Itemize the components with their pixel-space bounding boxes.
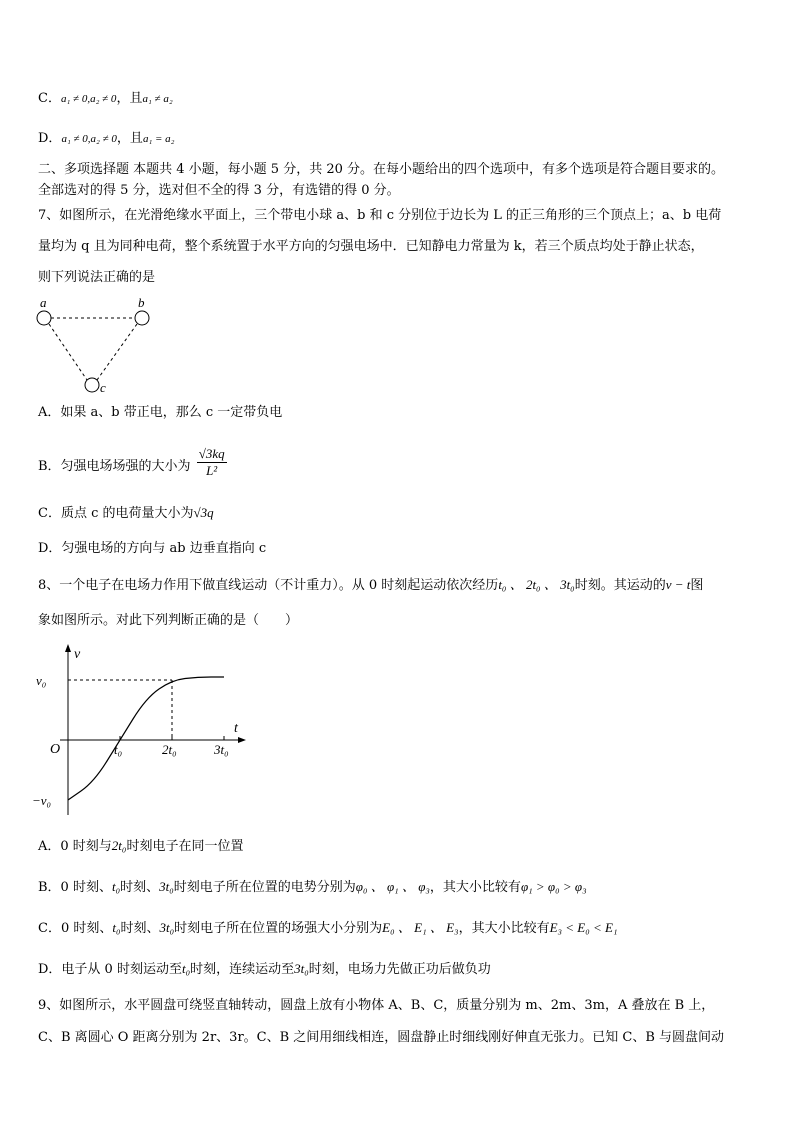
charge-b [135, 311, 149, 325]
q8-option-b: B．0 时刻、t₀时刻、3t₀时刻电子所在位置的电势分别为φ₀ 、 φ₁ 、 φ₃，其大小比较有φ₁ > φ₀ > φ₃ [38, 879, 587, 895]
q8-line1: 8、一个电子在电场力作用下做直线运动（不计重力）。从 0 时刻起运动依次经历t₀ 、 2t₀ 、 3t₀时刻。其运动的v − t图 [38, 577, 704, 593]
q8-line2: 象如图所示。对此下列判断正确的是（ ） [38, 613, 299, 628]
q7-option-b: B．匀强电场场强的大小为 $\frac{√3kq}{\text{L²}}$ [38, 446, 225, 478]
q7-option-c: C．质点 c 的电荷量大小为√3q [38, 505, 214, 521]
t0-tick-label: t₀ [114, 742, 123, 757]
q7-option-a: A．如果 a、b 带正电，那么 c 一定带负电 [38, 405, 283, 420]
charge-a [37, 311, 51, 325]
q8-option-c: C．0 时刻、t₀时刻、3t₀时刻电子所在位置的场强大小分别为E₀ 、 E₁ 、 E₃，其大小比较有E₃ < E₀ < E₁ [38, 920, 618, 936]
q7-option-d: D．匀强电场的方向与 ab 边垂直指向 c [38, 541, 267, 556]
q7-line3: 则下列说法正确的是 [38, 270, 156, 285]
two-t0-tick-label: 2t₀ [162, 742, 177, 757]
triangle-edge-ac [49, 324, 87, 380]
q9-line2: C、B 离圆心 O 距离分别为 2r、3r。C、B 之间用细线相连，圆盘静止时细线刚好伸直无张力。已知 C、B 与圆盘间动 [38, 1030, 725, 1045]
label-b: b [138, 295, 145, 310]
chart-origin-label: O [50, 742, 61, 757]
q8-option-a: A．0 时刻与2t₀时刻电子在同一位置 [38, 838, 244, 854]
section2-line2: 全部选对的得 5 分，选对但不全的得 3 分，有选错的得 0 分。 [38, 183, 400, 198]
chart-v-label: v [74, 647, 81, 662]
label-a: a [40, 295, 47, 310]
q8-vt-chart [30, 640, 260, 820]
q7-fraction-denominator: L² [206, 463, 218, 478]
q7-fraction-numerator: √3kq [198, 446, 225, 461]
neg-v0-tick-label: −v₀ [32, 793, 52, 808]
vt-curve [68, 677, 224, 800]
triangle-edge-bc [97, 324, 137, 380]
section2-line1: 二、多项选择题 本题共 4 小题，每小题 5 分，共 20 分。在每小题给出的四个选项中，有多个选项是符合题目要求的。 [38, 162, 725, 177]
q7-line1: 7、如图所示，在光滑绝缘水平面上，三个带电小球 a、b 和 c 分别位于边长为 L 的正三角形的三个顶点上；a、b 电荷 [38, 208, 722, 223]
three-t0-tick-label: 3t₀ [214, 742, 229, 757]
q7-triangle-figure [30, 292, 160, 397]
chart-v-axis-arrow [65, 644, 71, 652]
label-c: c [100, 380, 106, 395]
chart-t-label: t [234, 721, 238, 736]
q6-option-c: C．a₁ ≠ 0,a₂ ≠ 0，且a₁ ≠ a₂ [38, 91, 173, 106]
chart-t-axis-arrow [238, 737, 246, 743]
q6-option-d: D．a₁ ≠ 0,a₂ ≠ 0，且a₁ = a₂ [38, 131, 175, 146]
v0-tick-label: v₀ [36, 673, 47, 688]
q8-option-d: D．电子从 0 时刻运动至t₀时刻，连续运动至3t₀时刻，电场力先做正功后做负功 [38, 961, 491, 977]
charge-c [85, 378, 99, 392]
q7-line2: 量均为 q 且为同种电荷，整个系统置于水平方向的匀强电场中．已知静电力常量为 k，若三个质点均处于静止状态， [38, 239, 704, 254]
q9-line1: 9、如图所示，水平圆盘可绕竖直轴转动，圆盘上放有小物体 A、B、C，质量分别为 m、2m、3m，A 叠放在 B 上， [38, 998, 715, 1013]
